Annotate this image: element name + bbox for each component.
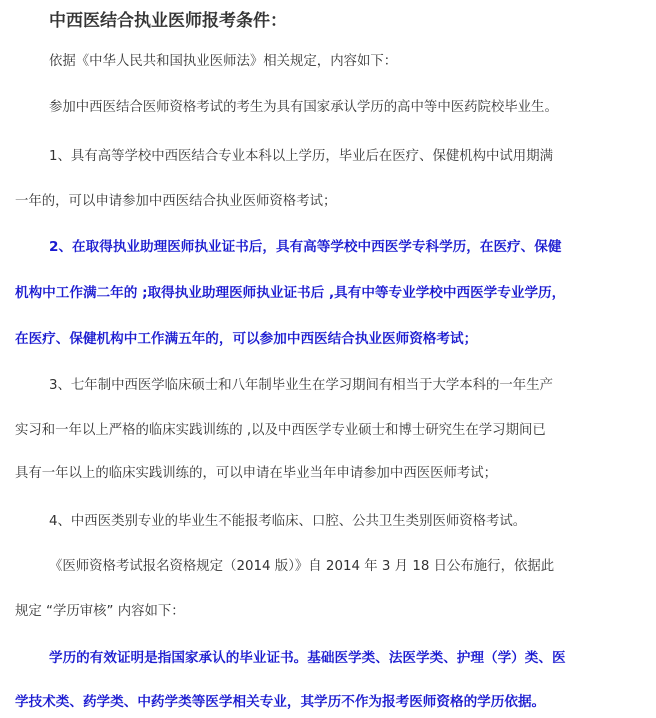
condition-4-line: 4、中西医类别专业的毕业生不能报考临床、口腔、公共卫生类别医师资格考试。	[49, 514, 527, 529]
regulation-line-2: 规定 “学历审核” 内容如下：	[15, 604, 185, 619]
condition-3-line-2: 实习和一年以上严格的临床实践训练的 ,以及中西医学专业硕士和博士研究生在学习期间已	[15, 423, 546, 438]
condition-2-line-1: 2、在取得执业助理医师执业证书后，具有高等学校中西医学专科学历，在医疗、保健	[49, 239, 562, 255]
condition-1-line-1: 1、具有高等学校中西医结合专业本科以上学历，毕业后在医疗、保健机构中试用期满	[49, 149, 553, 164]
candidate-requirement-line: 参加中西医结合医师资格考试的考生为具有国家承认学历的高中等中医药院校毕业生。	[49, 100, 558, 115]
condition-2-line-2: 机构中工作满二年的 ;取得执业助理医师执业证书后 ,具有中等专业学校中西医学专业学历，	[15, 285, 566, 301]
intro-line: 依据《中华人民共和国执业医师法》相关规定，内容如下：	[49, 54, 398, 69]
degree-note-line-2: 学技术类、药学类、中药学类等医学相关专业，其学历不作为报考医师资格的学历依据。	[15, 694, 546, 710]
condition-3-line-1: 3、七年制中西医学临床硕士和八年制毕业生在学习期间有相当于大学本科的一年生产	[49, 378, 553, 393]
condition-1-line-2: 一年的，可以申请参加中西医结合执业医师资格考试；	[15, 194, 337, 209]
regulation-line-1: 《医师资格考试报名资格规定（2014 版）》自 2014 年 3 月 18 日公布施行，依据此	[49, 559, 555, 574]
page-title: 中西医结合执业医师报考条件：	[49, 11, 287, 31]
condition-3-line-3: 具有一年以上的临床实践训练的，可以申请在毕业当年申请参加中西医医师考试；	[15, 466, 498, 481]
degree-note-line-1: 学历的有效证明是指国家承认的毕业证书。基础医学类、法医学类、护理（学）类、医	[49, 650, 566, 666]
condition-2-line-3: 在医疗、保健机构中工作满五年的，可以参加中西医结合执业医师资格考试；	[15, 331, 478, 347]
